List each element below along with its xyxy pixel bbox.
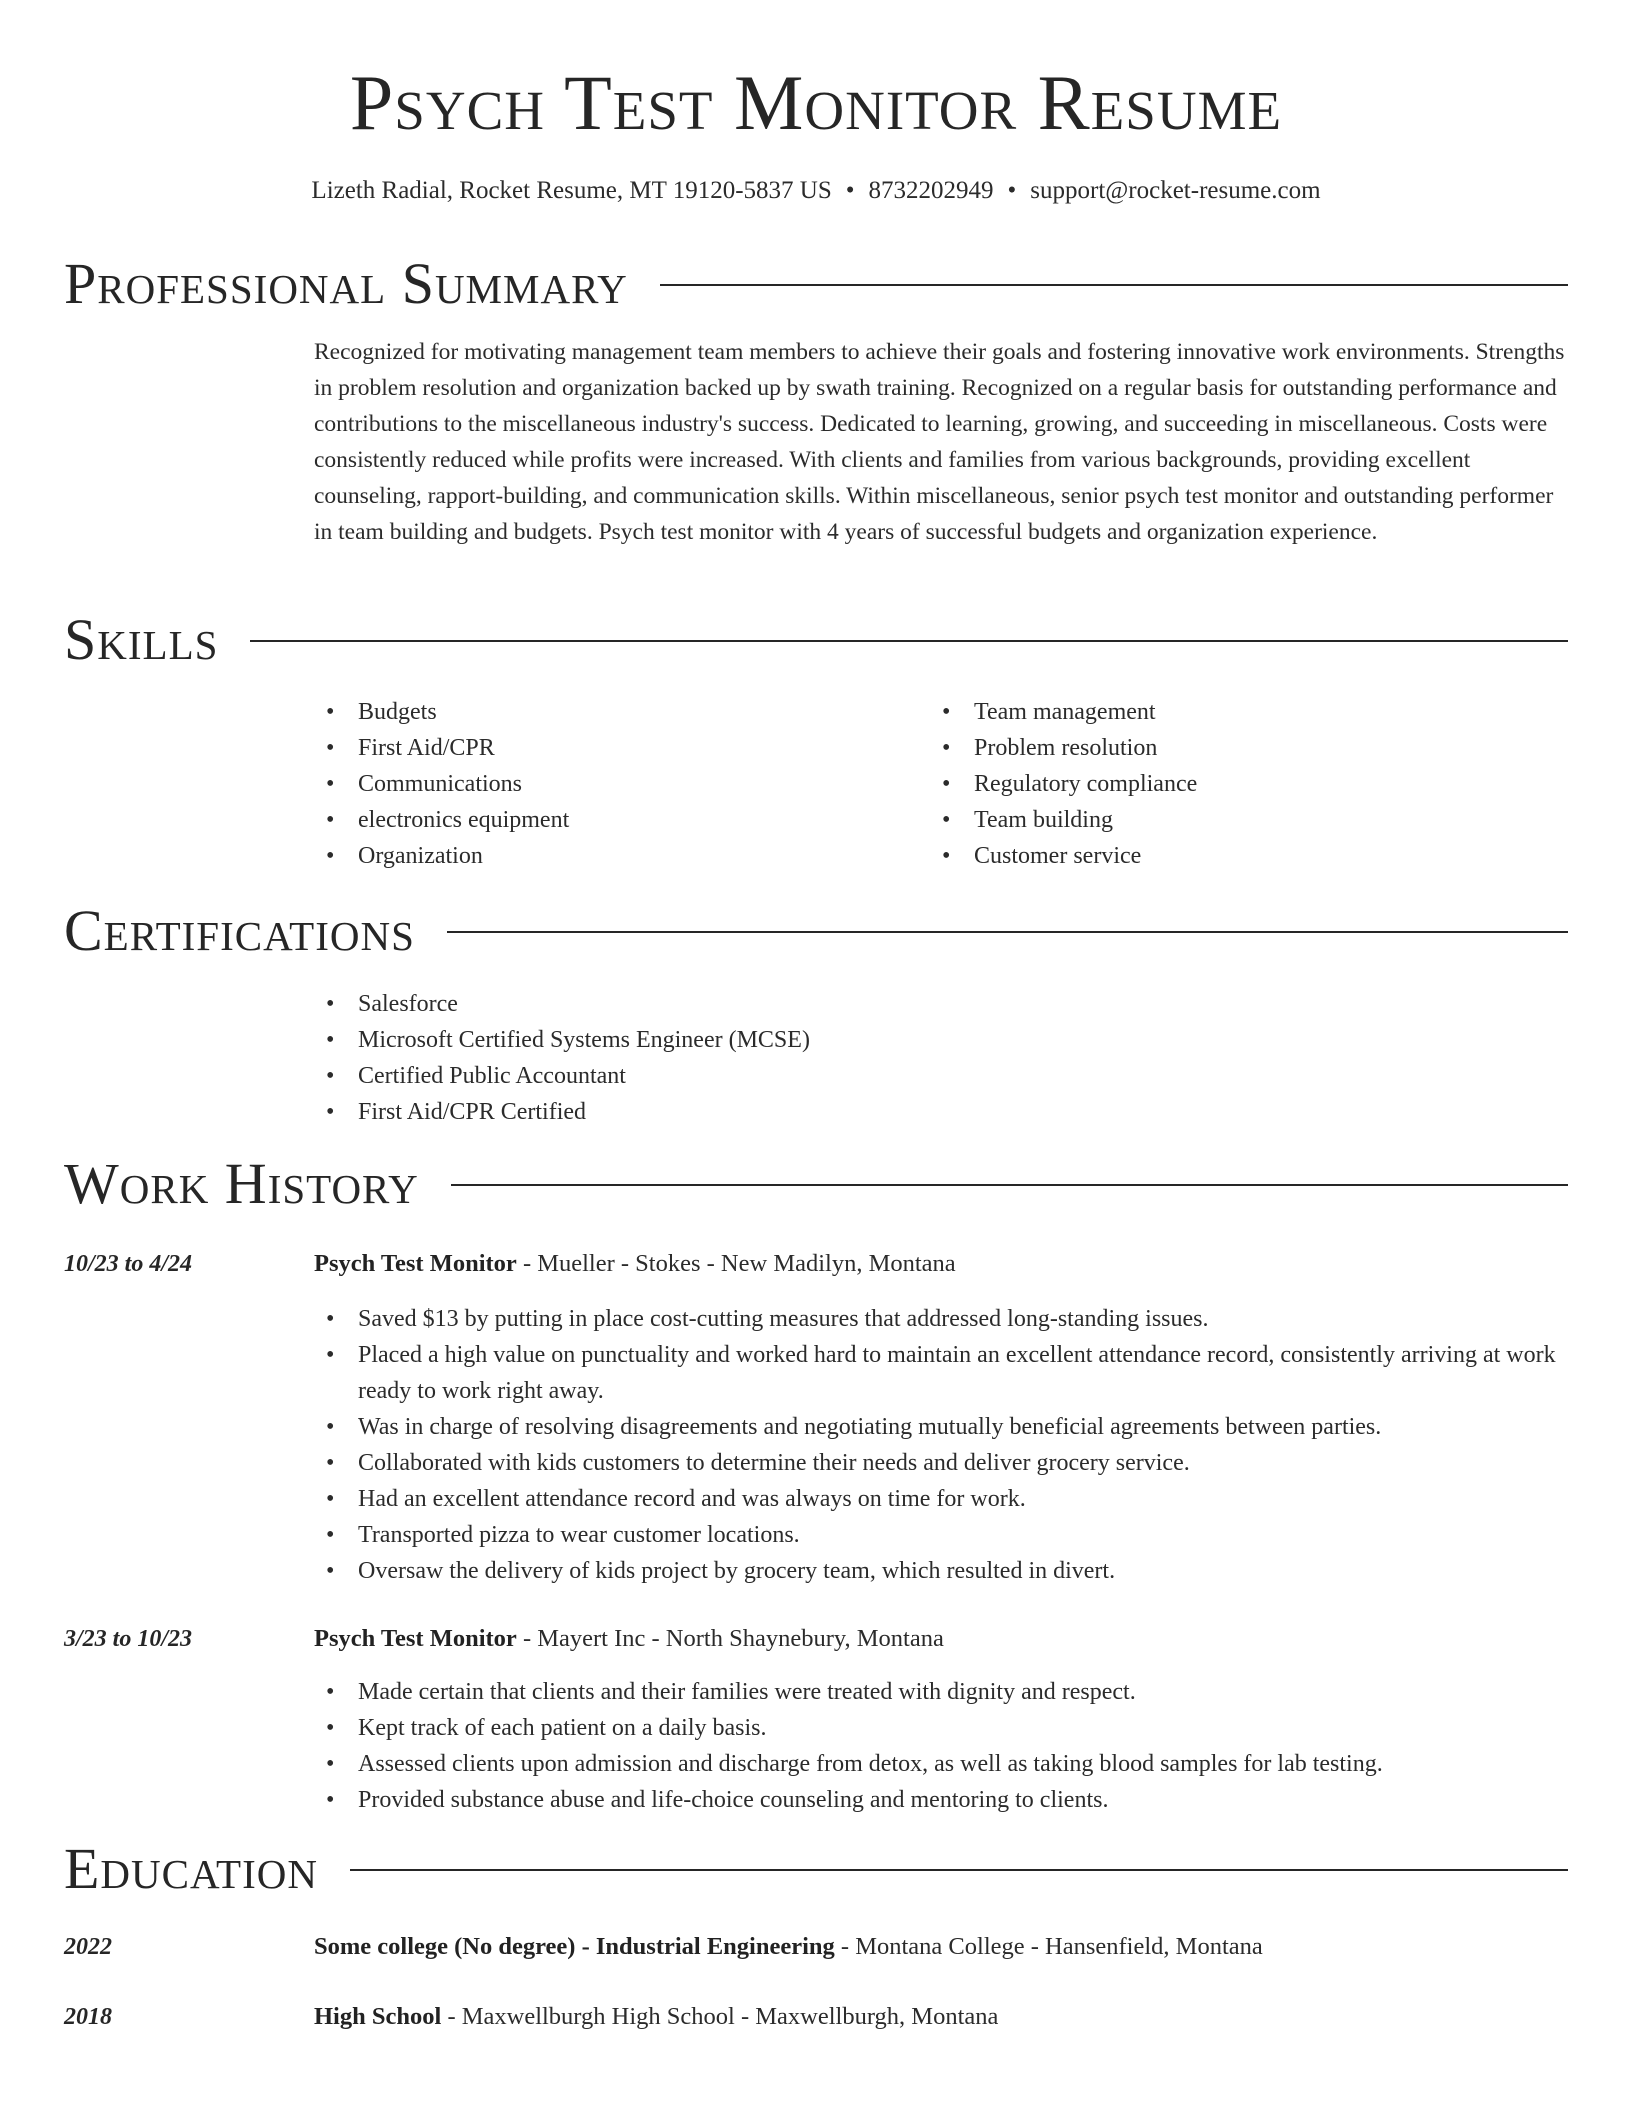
contact-address: Lizeth Radial, Rocket Resume, MT 19120-5837 US — [311, 177, 832, 204]
job-bullet: • Placed a high value on punctuality and worked hard to maintain an excellent attendance record, consistently arriving at work ready to work right away. — [314, 1337, 1568, 1409]
job-dates: 10/23 to 4/24 — [64, 1251, 193, 1277]
job-bullet: • Was in charge of resolving disagreements and negotiating mutually beneficial agreements between parties. — [314, 1409, 1568, 1445]
job-bullet: • Had an excellent attendance record and was always on time for work. — [314, 1481, 1568, 1517]
job-employer: - Mueller - Stokes - New Madilyn, Montana — [516, 1250, 956, 1277]
education-entry — [314, 1929, 1568, 1965]
resume-title: Psych Test Monitor Resume — [349, 59, 1283, 146]
job-bullet: • Oversaw the delivery of kids project by grocery team, which resulted in divert. — [314, 1553, 1568, 1589]
section-heading: Skills — [64, 607, 219, 672]
section-education — [64, 1837, 1568, 1901]
section-rule — [447, 931, 1568, 933]
job-bullet: • Collaborated with kids customers to determine their needs and deliver grocery service. — [314, 1445, 1568, 1481]
education-degree: Some college (No degree) - Industrial Engineering — [314, 1933, 835, 1960]
section-heading: Education — [64, 1836, 318, 1901]
section-professional-summary — [64, 252, 1568, 316]
job-dates: 3/23 to 10/23 — [64, 1626, 193, 1652]
contact-line — [0, 174, 1632, 208]
section-work-history — [64, 1152, 1568, 1216]
contact-separator: • — [1007, 177, 1017, 204]
section-heading: Certifications — [64, 898, 415, 963]
job-heading — [314, 1246, 1568, 1282]
job-bullet: • Provided substance abuse and life-choice counseling and mentoring to clients. — [314, 1782, 1568, 1818]
certification-item: • First Aid/CPR Certified — [314, 1094, 1568, 1130]
certification-item: • Salesforce — [314, 986, 1568, 1022]
skill-item: • electronics equipment — [314, 802, 914, 838]
job-bullet: • Kept track of each patient on a daily basis. — [314, 1710, 1568, 1746]
skill-item: • Regulatory compliance — [930, 766, 1530, 802]
job-bullets — [314, 1301, 1568, 1589]
education-year: 2022 — [64, 1934, 112, 1960]
skill-item: • Problem resolution — [930, 730, 1530, 766]
skill-item: • Team building — [930, 802, 1530, 838]
section-heading: Professional Summary — [64, 251, 628, 316]
job-heading — [314, 1621, 1568, 1657]
skill-item: • Customer service — [930, 838, 1530, 874]
contact-separator: • — [845, 177, 855, 204]
job-bullet: • Transported pizza to wear customer locations. — [314, 1517, 1568, 1553]
job-bullet: • Made certain that clients and their families were treated with dignity and respect. — [314, 1674, 1568, 1710]
skill-item: • Budgets — [314, 694, 914, 730]
section-heading: Work History — [64, 1151, 419, 1216]
job-employer: - Mayert Inc - North Shaynebury, Montana — [516, 1625, 944, 1652]
section-rule — [451, 1184, 1568, 1186]
job-bullet: • Assessed clients upon admission and discharge from detox, as well as taking blood samples for lab testing. — [314, 1746, 1568, 1782]
summary-text: Recognized for motivating management team members to achieve their goals and fostering innovative work environments. Strengths in problem resolution and organization backed up by swath training. Recognized on a regular basis for outstanding performance and contributions to the miscellaneous industry's success. Dedicated to learning, growing, and succeeding in miscellaneous. Costs were consistently reduced while profits were increased. With clients and families from various backgrounds, providing excellent counseling, rapport-building, and communication skills. Within miscellaneous, senior psych test monitor and outstanding performer in team building and budgets. Psych test monitor with 4 years of successful budgets and organization experience. — [314, 339, 1565, 545]
skill-item: • Team management — [930, 694, 1530, 730]
job-bullet: • Saved $13 by putting in place cost-cutting measures that addressed long-standing issues. — [314, 1301, 1568, 1337]
education-school: - Montana College - Hansenfield, Montana — [834, 1933, 1263, 1960]
section-rule — [350, 1869, 1568, 1871]
certification-item: • Certified Public Accountant — [314, 1058, 1568, 1094]
job-title: Psych Test Monitor — [314, 1250, 517, 1277]
education-entry — [314, 1999, 1568, 2035]
education-year: 2018 — [64, 2004, 112, 2030]
contact-email[interactable]: support@rocket-resume.com — [1030, 177, 1321, 204]
skill-item: • First Aid/CPR — [314, 730, 914, 766]
job-title: Psych Test Monitor — [314, 1625, 517, 1652]
skill-item: • Communications — [314, 766, 914, 802]
section-certifications — [64, 899, 1568, 963]
section-rule — [660, 284, 1568, 286]
skills-right-column — [930, 694, 1530, 874]
contact-phone: 8732202949 — [868, 177, 994, 204]
education-school: - Maxwellburgh High School - Maxwellburgh, Montana — [441, 2003, 999, 2030]
skill-item: • Organization — [314, 838, 914, 874]
job-bullets — [314, 1674, 1568, 1818]
certification-item: • Microsoft Certified Systems Engineer (MCSE) — [314, 1022, 1568, 1058]
education-degree: High School — [314, 2003, 442, 2030]
section-rule — [250, 640, 1568, 642]
certifications-list — [314, 986, 1568, 1130]
section-skills — [64, 608, 1568, 672]
skills-left-column — [314, 694, 914, 874]
